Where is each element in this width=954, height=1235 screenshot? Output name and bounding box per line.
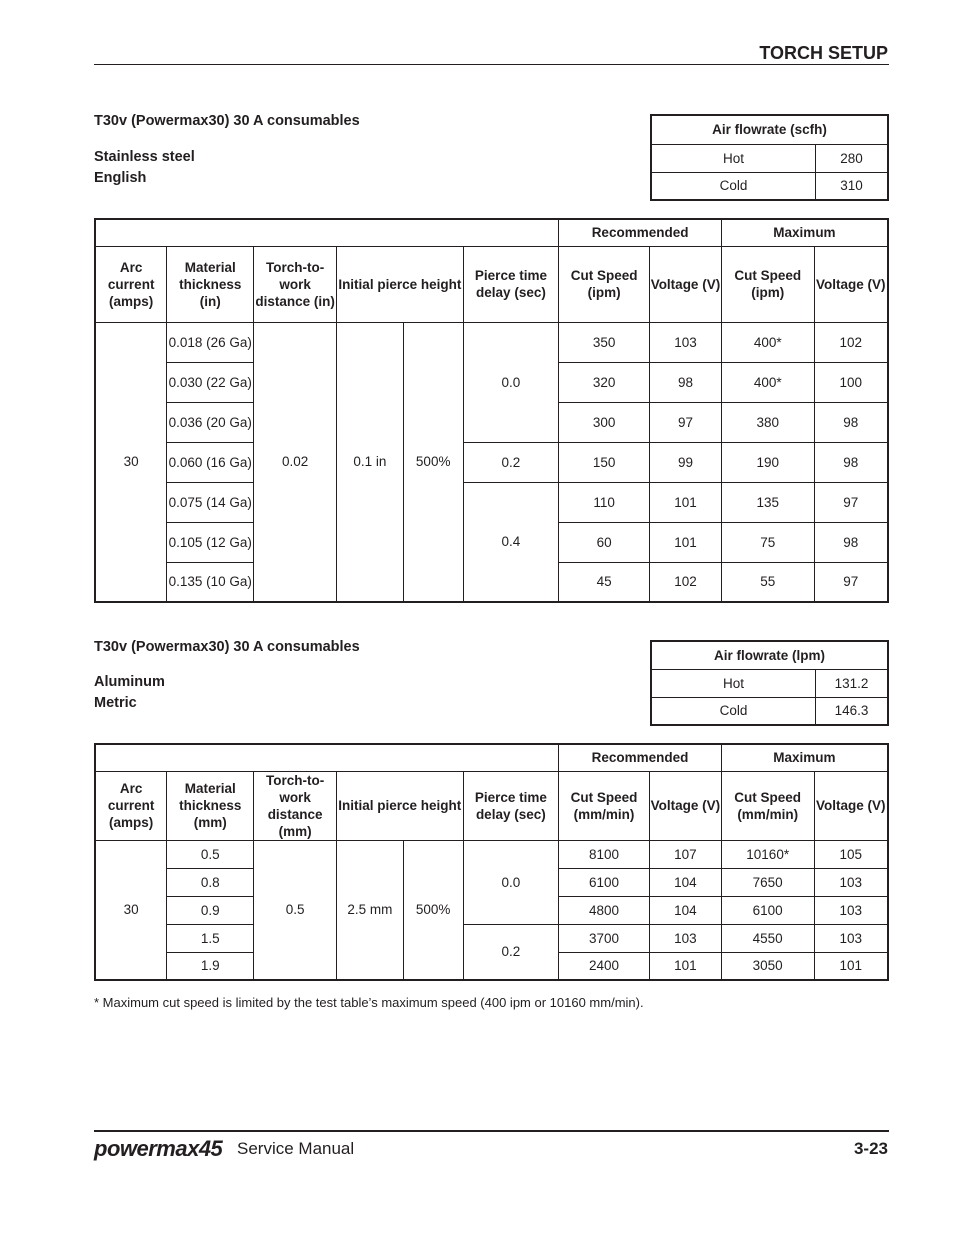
pierce-height-value: 0.1 in bbox=[337, 322, 404, 602]
table2-units: Metric bbox=[94, 695, 137, 711]
blank-header bbox=[95, 744, 559, 771]
max-voltage-cell: 103 bbox=[814, 896, 888, 924]
max-voltage-cell: 97 bbox=[814, 482, 888, 522]
max-voltage-cell: 102 bbox=[814, 322, 888, 362]
airflow-label: Hot bbox=[651, 144, 816, 172]
pierce-delay-value: 0.2 bbox=[463, 442, 559, 482]
thickness-cell: 0.9 bbox=[167, 896, 254, 924]
col-max-voltage: Voltage (V) bbox=[814, 771, 888, 840]
thickness-cell: 0.060 (16 Ga) bbox=[167, 442, 254, 482]
airflow-label: Cold bbox=[651, 172, 816, 200]
max-voltage-cell: 98 bbox=[814, 522, 888, 562]
rec-speed-cell: 3700 bbox=[559, 924, 650, 952]
table1-material: Stainless steel bbox=[94, 149, 195, 165]
thickness-cell: 0.5 bbox=[167, 840, 254, 868]
max-speed-cell: 75 bbox=[721, 522, 814, 562]
rec-speed-cell: 60 bbox=[559, 522, 650, 562]
max-speed-cell: 10160* bbox=[721, 840, 814, 868]
thickness-cell: 0.075 (14 Ga) bbox=[167, 482, 254, 522]
page-number: 3-23 bbox=[853, 1139, 888, 1158]
rec-speed-cell: 320 bbox=[559, 362, 650, 402]
max-voltage-cell: 97 bbox=[814, 562, 888, 602]
max-speed-cell: 55 bbox=[721, 562, 814, 602]
airflow-table-2 bbox=[650, 640, 889, 726]
max-speed-cell: 135 bbox=[721, 482, 814, 522]
max-voltage-cell: 105 bbox=[814, 840, 888, 868]
rec-speed-cell: 4800 bbox=[559, 896, 650, 924]
max-speed-cell: 380 bbox=[721, 402, 814, 442]
rec-voltage-cell: 98 bbox=[650, 362, 722, 402]
thickness-cell: 1.9 bbox=[167, 952, 254, 980]
table1-units: English bbox=[94, 170, 147, 186]
rec-voltage-cell: 97 bbox=[650, 402, 722, 442]
table1-title: T30v (Powermax30) 30 A consumables bbox=[94, 113, 360, 129]
max-speed-cell: 400* bbox=[721, 362, 814, 402]
airflow-value: 280 bbox=[816, 144, 889, 172]
section-title: TORCH SETUP bbox=[759, 43, 888, 63]
airflow-label: Cold bbox=[651, 697, 816, 725]
max-voltage-cell: 98 bbox=[814, 402, 888, 442]
blank-header bbox=[95, 219, 559, 246]
table2-material: Aluminum bbox=[94, 674, 165, 690]
group-maximum: Maximum bbox=[721, 219, 888, 246]
col-pierce-delay: Pierce time delay (sec) bbox=[463, 246, 559, 322]
col-thickness: Material thickness (mm) bbox=[167, 771, 254, 840]
col-max-speed: Cut Speed (mm/min) bbox=[721, 771, 814, 840]
group-maximum: Maximum bbox=[721, 744, 888, 771]
thickness-cell: 0.8 bbox=[167, 868, 254, 896]
col-pierce-height: Initial pierce height bbox=[336, 771, 463, 840]
cut-chart-table-1 bbox=[94, 218, 889, 603]
col-thickness: Material thickness (in) bbox=[167, 246, 254, 322]
pierce-delay-value: 0.2 bbox=[463, 924, 559, 980]
col-rec-voltage: Voltage (V) bbox=[650, 246, 722, 322]
thickness-cell: 1.5 bbox=[167, 924, 254, 952]
rec-speed-cell: 110 bbox=[559, 482, 650, 522]
group-recommended: Recommended bbox=[559, 219, 722, 246]
pierce-percent-value: 500% bbox=[403, 322, 463, 602]
rec-voltage-cell: 101 bbox=[649, 952, 721, 980]
airflow-value: 131.2 bbox=[816, 669, 889, 697]
rec-speed-cell: 8100 bbox=[559, 840, 650, 868]
airflow-header: Air flowrate (lpm) bbox=[651, 641, 888, 669]
max-speed-cell: 190 bbox=[721, 442, 814, 482]
table2-title: T30v (Powermax30) 30 A consumables bbox=[94, 639, 360, 655]
rec-voltage-cell: 102 bbox=[650, 562, 722, 602]
rec-speed-cell: 350 bbox=[559, 322, 650, 362]
group-recommended: Recommended bbox=[559, 744, 722, 771]
arc-current-value: 30 bbox=[95, 840, 167, 980]
col-arc-current: Arc current (amps) bbox=[95, 771, 167, 840]
pierce-delay-value: 0.0 bbox=[463, 322, 559, 442]
thickness-cell: 0.036 (20 Ga) bbox=[167, 402, 254, 442]
pierce-delay-value: 0.0 bbox=[463, 840, 559, 924]
col-torch-distance: Torch-to-work distance (mm) bbox=[254, 771, 337, 840]
max-voltage-cell: 100 bbox=[814, 362, 888, 402]
torch-distance-value: 0.5 bbox=[254, 840, 337, 980]
rec-speed-cell: 2400 bbox=[559, 952, 650, 980]
pierce-height-value: 2.5 mm bbox=[336, 840, 403, 980]
col-rec-voltage: Voltage (V) bbox=[649, 771, 721, 840]
max-speed-cell: 3050 bbox=[721, 952, 814, 980]
col-max-speed: Cut Speed (ipm) bbox=[721, 246, 814, 322]
col-rec-speed: Cut Speed (ipm) bbox=[559, 246, 650, 322]
max-speed-cell: 400* bbox=[721, 322, 814, 362]
rec-voltage-cell: 104 bbox=[649, 868, 721, 896]
max-voltage-cell: 101 bbox=[814, 952, 888, 980]
max-voltage-cell: 103 bbox=[814, 924, 888, 952]
airflow-table-1 bbox=[650, 114, 889, 201]
rec-voltage-cell: 101 bbox=[650, 522, 722, 562]
thickness-cell: 0.135 (10 Ga) bbox=[167, 562, 254, 602]
max-speed-cell: 4550 bbox=[721, 924, 814, 952]
col-max-voltage: Voltage (V) bbox=[814, 246, 888, 322]
rec-voltage-cell: 103 bbox=[650, 322, 722, 362]
manual-title: Service Manual bbox=[237, 1139, 355, 1158]
col-arc-current: Arc current (amps) bbox=[95, 246, 167, 322]
col-torch-distance: Torch-to-work distance (in) bbox=[254, 246, 337, 322]
col-pierce-height: Initial pierce height bbox=[337, 246, 464, 322]
torch-distance-value: 0.02 bbox=[254, 322, 337, 602]
col-rec-speed: Cut Speed (mm/min) bbox=[559, 771, 650, 840]
rec-speed-cell: 300 bbox=[559, 402, 650, 442]
rec-voltage-cell: 103 bbox=[649, 924, 721, 952]
airflow-value: 310 bbox=[816, 172, 889, 200]
rec-speed-cell: 6100 bbox=[559, 868, 650, 896]
rec-voltage-cell: 104 bbox=[649, 896, 721, 924]
pierce-percent-value: 500% bbox=[403, 840, 463, 980]
cut-chart-table-2 bbox=[94, 743, 889, 981]
rec-voltage-cell: 107 bbox=[649, 840, 721, 868]
footer-divider bbox=[94, 1130, 889, 1132]
brand-logo: powermax45 bbox=[94, 1136, 223, 1161]
airflow-label: Hot bbox=[651, 669, 816, 697]
airflow-value: 146.3 bbox=[816, 697, 889, 725]
max-voltage-cell: 103 bbox=[814, 868, 888, 896]
arc-current-value: 30 bbox=[95, 322, 167, 602]
rec-voltage-cell: 101 bbox=[650, 482, 722, 522]
col-pierce-delay: Pierce time delay (sec) bbox=[463, 771, 559, 840]
max-speed-cell: 6100 bbox=[721, 896, 814, 924]
rec-voltage-cell: 99 bbox=[650, 442, 722, 482]
max-voltage-cell: 98 bbox=[814, 442, 888, 482]
rec-speed-cell: 150 bbox=[559, 442, 650, 482]
rec-speed-cell: 45 bbox=[559, 562, 650, 602]
footnote: * Maximum cut speed is limited by the test table’s maximum speed (400 ipm or 10160 mm/min). bbox=[94, 995, 644, 1010]
airflow-header: Air flowrate (scfh) bbox=[651, 115, 888, 144]
header-divider bbox=[94, 64, 889, 65]
thickness-cell: 0.030 (22 Ga) bbox=[167, 362, 254, 402]
pierce-delay-value: 0.4 bbox=[463, 482, 559, 602]
max-speed-cell: 7650 bbox=[721, 868, 814, 896]
thickness-cell: 0.105 (12 Ga) bbox=[167, 522, 254, 562]
thickness-cell: 0.018 (26 Ga) bbox=[167, 322, 254, 362]
